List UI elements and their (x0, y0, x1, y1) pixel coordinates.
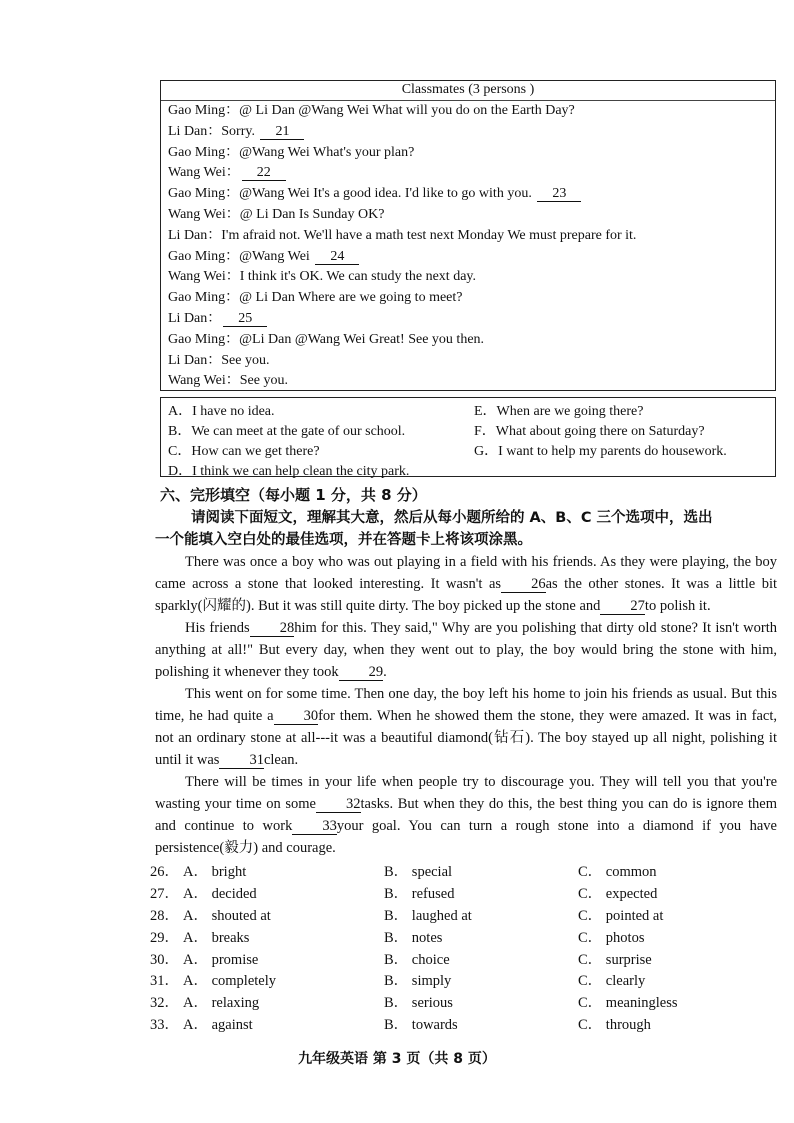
blank-33: 33 (292, 819, 337, 835)
chat-line-text: Wang Wei：See you. (168, 373, 288, 389)
blank-22: 22 (242, 165, 286, 181)
text: for them. When he showed them the stone, they were amazed. It was in fact, not an ordinary stone at all---it was a beautiful diamond(钻石). The boy stayed up all night, polishing it until it was (155, 708, 777, 768)
text: tasks. But when they do this, the best thing you can do is ignore them and continue to work (155, 796, 777, 834)
chat-line-text: Wang Wei：I think it's OK. We can study the next day. (168, 269, 476, 285)
chat-line (168, 101, 775, 122)
choice-list (150, 860, 770, 1035)
question-row (150, 991, 770, 1013)
option-a: A．I have no idea. (168, 404, 275, 419)
question-number: 26． (150, 864, 179, 880)
blank-29: 29 (339, 665, 384, 681)
choice-c: C． pointed at (578, 907, 664, 924)
chat-line-text: Gao Ming：@Wang Wei (168, 248, 310, 264)
options-box (160, 397, 776, 477)
option-b: B．We can meet at the gate of our school. (168, 424, 406, 439)
choice-c: C． surprise (578, 951, 652, 968)
text: . (383, 664, 387, 680)
question-row (150, 860, 770, 882)
blank-21: 21 (260, 124, 304, 140)
question-row (150, 948, 770, 970)
choice-a: A． promise (183, 951, 259, 968)
chat-line-text: Gao Ming：@Wang Wei It's a good idea. I'd like to go with you. (168, 186, 532, 202)
text: There was once a boy who was out playing in a field with his friends. As they were playing, the boy came across a stone that looked interesting. It wasn't as (155, 554, 777, 592)
choice-b: B． refused (384, 885, 455, 902)
choice-a: A． completely (183, 973, 277, 990)
option-d: D．I think we can help clean the city park. (168, 464, 410, 479)
choice-c: C． photos (578, 929, 645, 946)
text: His friends (185, 620, 250, 636)
chat-line (168, 122, 775, 143)
text: There will be times in your life when people try to discourage you. They will tell you that you're wasting your time on some (155, 774, 777, 812)
chat-line (168, 288, 775, 309)
choice-c: C． meaningless (578, 995, 678, 1012)
question-number: 28． (150, 907, 179, 924)
choice-a: A． breaks (183, 929, 250, 946)
question-row (150, 904, 770, 926)
chat-line-text: Li Dan：I'm afraid not. We'll have a math test next Monday We must prepare for it. (168, 227, 637, 243)
blank-28: 28 (250, 621, 295, 637)
chat-line-text: Gao Ming：@ Li Dan Where are we going to meet? (168, 290, 463, 306)
chat-line (168, 163, 775, 184)
text: clean. (263, 752, 299, 768)
chat-lines (161, 101, 775, 392)
option-c: C．How can we get there? (168, 444, 320, 459)
cloze-passage (155, 551, 777, 859)
chat-line-text: Li Dan：Sorry. (168, 123, 255, 139)
chat-line (168, 309, 775, 330)
question-number: 30． (150, 951, 179, 968)
text: your goal. You can turn a rough stone into a diamond if you have persistence(毅力) and courage. (155, 818, 777, 856)
chat-line (168, 330, 775, 351)
question-number: 27． (150, 885, 179, 902)
question-number: 29． (150, 929, 179, 946)
chat-line (168, 205, 775, 226)
question-row (150, 926, 770, 948)
choice-a: A． bright (183, 864, 247, 880)
choice-b: B． laughed at (384, 907, 472, 924)
chat-line-text: Gao Ming：@Li Dan @Wang Wei Great! See you then. (168, 331, 485, 347)
chat-line (168, 371, 775, 392)
blank-24: 24 (315, 249, 359, 265)
instruction-line-1: 请阅读下面短文，理解其大意，然后从每小题所给的 A、B、C 三个选项中，选出 (191, 510, 713, 526)
chat-line-text: Li Dan： (168, 310, 222, 326)
question-row (150, 969, 770, 991)
choice-a: A． shouted at (183, 907, 271, 924)
choice-b: B． towards (384, 1017, 458, 1034)
chat-line-text: Li Dan：See you. (168, 352, 270, 368)
paragraph-4 (155, 771, 777, 859)
blank-32: 32 (316, 797, 361, 813)
blank-31: 31 (219, 753, 264, 769)
choice-c: C． common (578, 864, 657, 880)
question-row (150, 882, 770, 904)
paragraph-3 (155, 683, 777, 771)
text: as the other stones. It was a little bit sparkly(闪耀的). But it was still quite dirty. The boy picked up the stone and (155, 576, 777, 614)
choice-c: C． expected (578, 885, 658, 902)
chat-line (168, 226, 775, 247)
question-number: 31． (150, 973, 179, 990)
chat-title: Classmates (3 persons ) (161, 81, 775, 101)
chat-line-text: Gao Ming：@ Li Dan @Wang Wei What will you do on the Earth Day? (168, 103, 575, 118)
choice-b: B． choice (384, 951, 450, 968)
paragraph-2 (155, 617, 777, 683)
chat-line (168, 247, 775, 268)
section-title: 六、完形填空（每小题 1 分，共 8 分） (160, 486, 427, 504)
choice-b: B． special (384, 864, 453, 880)
option-g: G．I want to help my parents do housework. (474, 444, 727, 459)
choice-b: B． notes (384, 929, 443, 946)
chat-line (168, 143, 775, 164)
chat-line (168, 267, 775, 288)
blank-26: 26 (501, 577, 546, 593)
option-f: F．What about going there on Saturday? (474, 424, 705, 439)
text: to polish it. (644, 598, 711, 614)
paragraph-1 (155, 551, 777, 617)
text: him for this. They said," Why are you polishing that dirty old stone? It isn't worth anything at all!" But every day, when they went out to play, the boy would bring the stone with him, polishing it whenever they took (155, 620, 777, 680)
option-e: E．When are we going there? (474, 404, 644, 419)
choice-a: A． relaxing (183, 995, 260, 1012)
choice-b: B． simply (384, 973, 452, 990)
question-number: 32． (150, 995, 179, 1012)
choice-c: C． clearly (578, 973, 646, 990)
chat-line-text: Wang Wei： (168, 165, 240, 181)
chat-line-text: Gao Ming：@Wang Wei What's your plan? (168, 144, 415, 160)
blank-30: 30 (274, 709, 319, 725)
blank-27: 27 (600, 599, 645, 615)
question-row (150, 1013, 770, 1035)
text: This went on for some time. Then one day, the boy left his home to join his friends as usual. But this time, he had quite a (155, 686, 777, 724)
instruction-line-2: 一个能填入空白处的最佳选项，并在答题卡上将该项涂黑。 (155, 532, 532, 548)
question-number: 33． (150, 1017, 179, 1034)
page-footer: 九年级英语 第 3 页（共 8 页） (298, 1051, 496, 1067)
blank-23: 23 (537, 186, 581, 202)
choice-c: C． through (578, 1017, 651, 1034)
choice-a: A． against (183, 1017, 253, 1034)
blank-25: 25 (223, 311, 267, 327)
choice-b: B． serious (384, 995, 453, 1012)
chat-box (160, 80, 776, 391)
chat-line (168, 184, 775, 205)
choice-a: A． decided (183, 885, 257, 902)
chat-line-text: Wang Wei：@ Li Dan Is Sunday OK? (168, 206, 385, 222)
chat-line (168, 351, 775, 372)
